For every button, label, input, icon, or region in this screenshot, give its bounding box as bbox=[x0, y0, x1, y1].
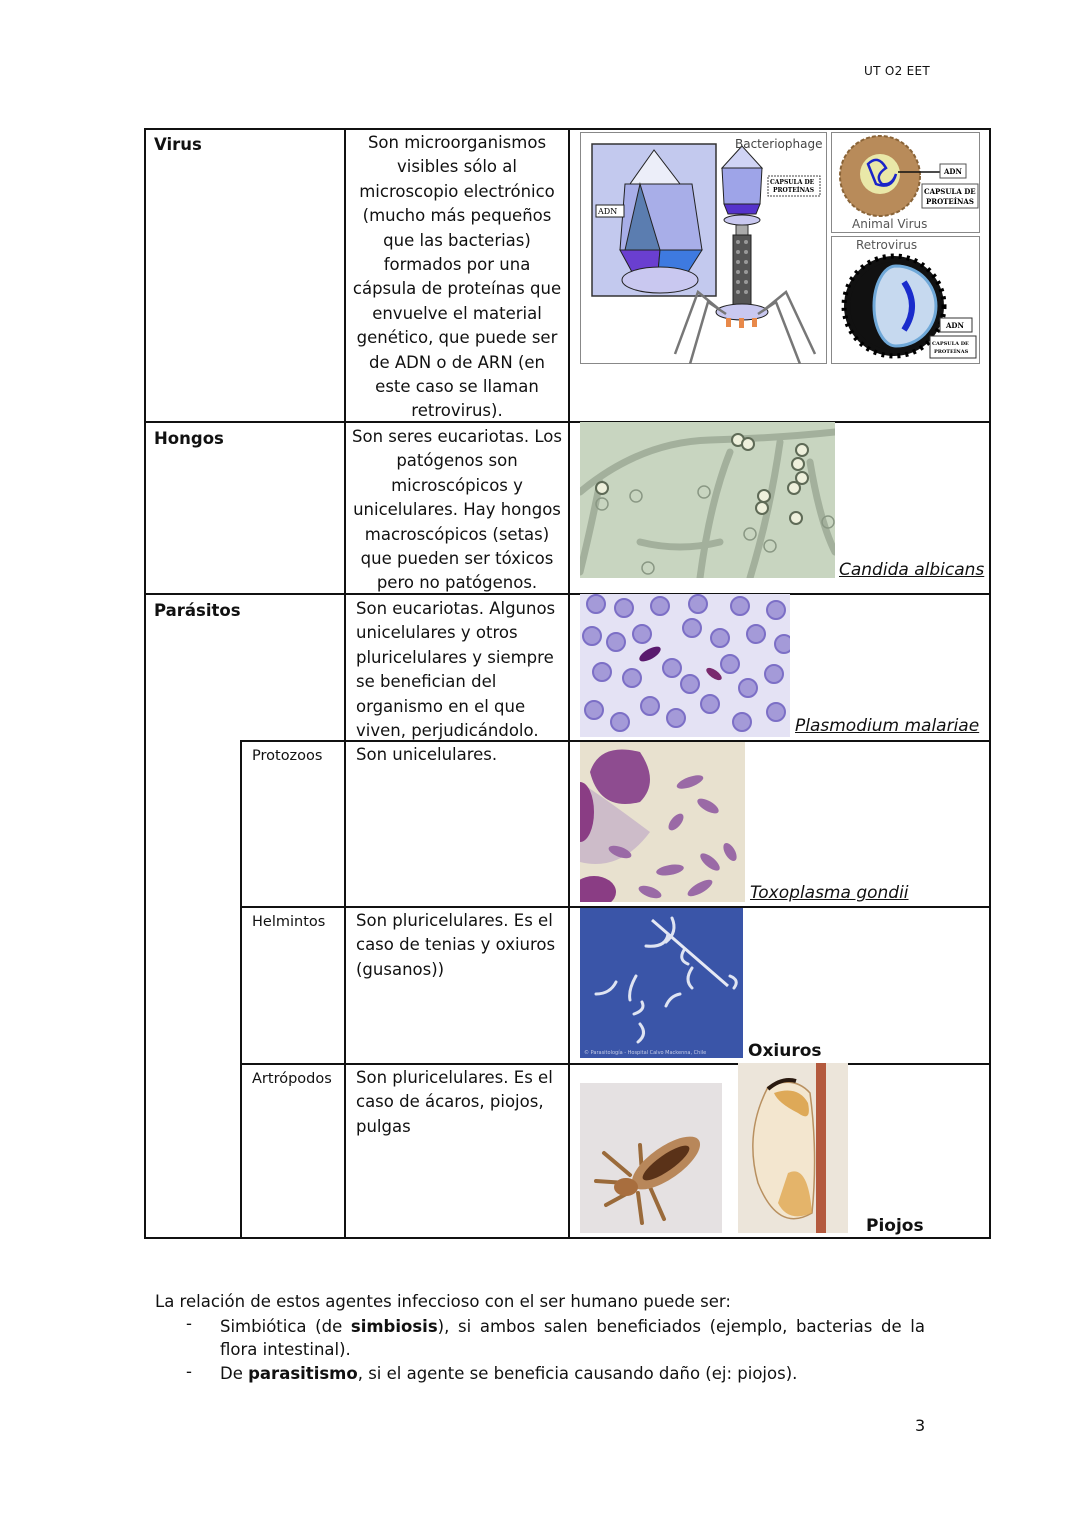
description-helmintos: Son pluricelulares. Es el caso de tenias y oxiuros (gusanos)) bbox=[356, 911, 556, 979]
caption-plasmodium-malariae: Plasmodium malariae bbox=[795, 716, 980, 736]
description-parasitos: Son eucariotas. Algunos unicelulares y otros pluricelulares y siempre se benefician del organismo en el que viven, perjudicándolo. bbox=[356, 599, 556, 741]
virus-diagram-image bbox=[580, 132, 986, 364]
subcategory-artropodos: Artrópodos bbox=[252, 1071, 332, 1087]
bullet-symbiosis: Simbiótica (de simbiosis), si ambos salen beneficiados (ejemplo, bacterias de la flora intestinal). bbox=[220, 1317, 925, 1359]
svg-text:Retrovirus: Retrovirus bbox=[856, 238, 918, 252]
svg-text:PROTEÍNAS: PROTEÍNAS bbox=[934, 349, 969, 355]
oxiuros-image bbox=[580, 908, 743, 1058]
caption-candida-albicans: Candida albicans bbox=[839, 560, 985, 580]
caption-toxoplasma-gondii: Toxoplasma gondii bbox=[750, 883, 909, 903]
bullet-parasitism: De parasitismo, si el agente se beneficia causando daño (ej: piojos). bbox=[220, 1364, 798, 1383]
candida-albicans-image bbox=[580, 422, 835, 578]
svg-text:ADN: ADN bbox=[946, 321, 964, 330]
relationship-intro: La relación de estos agentes infeccioso con el ser humano puede ser: bbox=[155, 1292, 731, 1311]
caption-piojos: Piojos bbox=[866, 1216, 924, 1236]
subcategory-helmintos: Helmintos bbox=[252, 914, 326, 930]
louse-image bbox=[580, 1083, 722, 1233]
svg-text:PROTEÍNAS: PROTEÍNAS bbox=[773, 187, 815, 194]
category-parasitos: Parásitos bbox=[154, 601, 241, 620]
caption-oxiuros: Oxiuros bbox=[748, 1041, 822, 1061]
pathogen-table bbox=[144, 128, 990, 1239]
svg-text:CAPSULA DE: CAPSULA DE bbox=[924, 187, 976, 196]
page-header: UT O2 EET bbox=[864, 64, 931, 78]
category-hongos: Hongos bbox=[154, 429, 224, 448]
bullet-marker: - bbox=[186, 1362, 192, 1381]
subcategory-protozoos: Protozoos bbox=[252, 748, 323, 764]
description-hongos: Son seres eucariotas. Los patógenos son microscópicos y unicelulares. Hay hongos macroscópicos (setas) que pueden ser tóxicos pero no patógenos. bbox=[352, 427, 562, 593]
svg-text:Animal Virus: Animal Virus bbox=[852, 217, 928, 231]
plasmodium-malariae-image bbox=[580, 594, 790, 737]
description-virus: Son microorganismos visibles sólo al microscopio electrónico (mucho más pequeños que las bacterias) formados por una cápsula de proteínas que envuelve el material genético, que puede ser de ADN o de ARN (en este caso se llaman retrovirus). bbox=[352, 133, 562, 421]
svg-text:CAPSULA DE: CAPSULA DE bbox=[932, 341, 969, 347]
svg-text:© Parasitología - Hospital Cal: © Parasitología - Hospital Calvo Mackenna, Chile bbox=[584, 1050, 707, 1056]
louse-egg-image bbox=[738, 1063, 848, 1233]
category-virus: Virus bbox=[154, 135, 202, 154]
svg-text:CAPSULA DE: CAPSULA DE bbox=[770, 179, 815, 186]
description-artropodos: Son pluricelulares. Es el caso de ácaros, piojos, pulgas bbox=[356, 1068, 553, 1136]
bullet-marker: - bbox=[186, 1314, 192, 1333]
toxoplasma-gondii-image bbox=[580, 742, 745, 902]
svg-text:PROTEÍNAS: PROTEÍNAS bbox=[926, 197, 974, 206]
svg-text:Bacteriophage: Bacteriophage bbox=[735, 137, 823, 151]
svg-text:ADN: ADN bbox=[944, 167, 962, 176]
page-number: 3 bbox=[915, 1416, 926, 1435]
svg-text:ADN: ADN bbox=[598, 207, 618, 216]
description-protozoos: Son unicelulares. bbox=[356, 745, 498, 764]
